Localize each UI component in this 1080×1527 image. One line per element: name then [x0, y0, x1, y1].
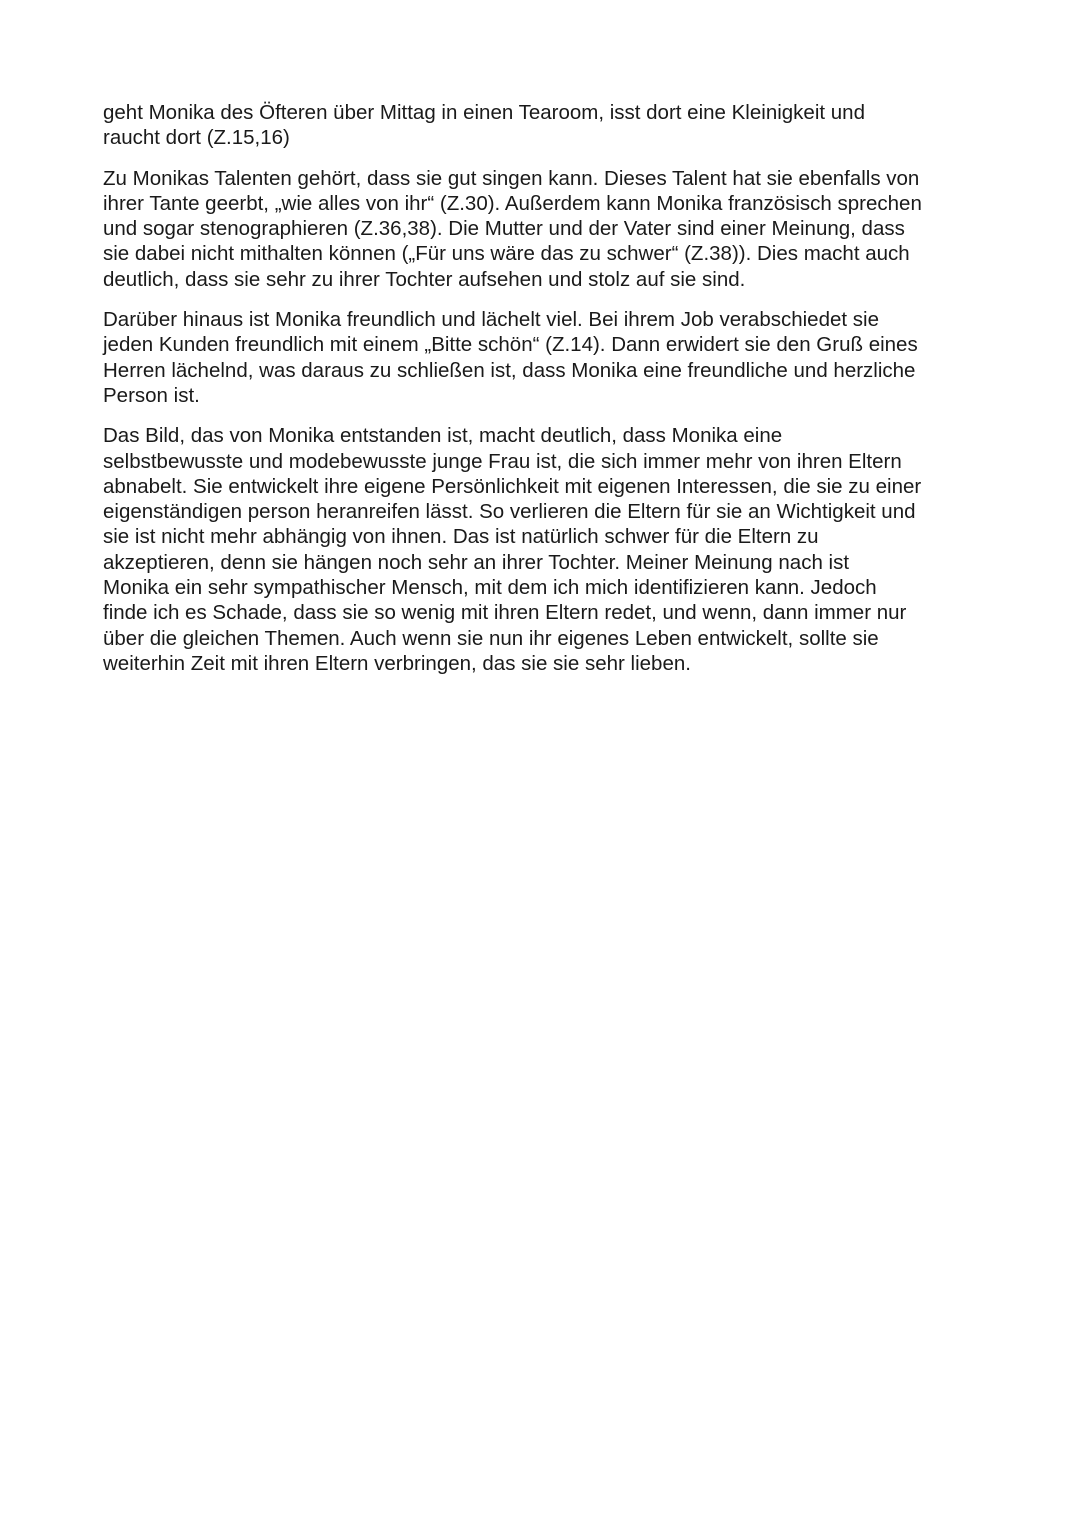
text-line: raucht dort (Z.15,16) [103, 126, 290, 150]
text-line: jeden Kunden freundlich mit einem „Bitte schön“ (Z.14). Dann erwidert sie den Gruß eines [103, 333, 918, 357]
text-line: eigenständigen person heranreifen lässt. So verlieren die Eltern für sie an Wichtigkeit und [103, 500, 916, 524]
text-line: Monika ein sehr sympathischer Mensch, mit dem ich mich identifizieren kann. Jedoch [103, 576, 877, 600]
text-line: Herren lächelnd, was daraus zu schließen ist, dass Monika eine freundliche und herzliche [103, 358, 916, 382]
text-line: deutlich, dass sie sehr zu ihrer Tochter aufsehen und stolz auf sie sind. [103, 267, 746, 291]
text-line: ihrer Tante geerbt, „wie alles von ihr“ (Z.30). Außerdem kann Monika französisch sprechen [103, 191, 922, 215]
text-line: sie ist nicht mehr abhängig von ihnen. Das ist natürlich schwer für die Eltern zu [103, 525, 819, 549]
paragraph-talents [103, 166, 983, 292]
paragraph-intro [103, 100, 983, 151]
text-line: Zu Monikas Talenten gehört, dass sie gut singen kann. Dieses Talent hat sie ebenfalls von [103, 166, 920, 190]
text-line: sie dabei nicht mithalten können („Für uns wäre das zu schwer“ (Z.38)). Dies macht auch [103, 242, 910, 266]
text-line: akzeptieren, denn sie hängen noch sehr an ihrer Tochter. Meiner Meinung nach ist [103, 550, 850, 574]
text-line: über die gleichen Themen. Auch wenn sie nun ihr eigenes Leben entwickelt, sollte sie [103, 626, 879, 650]
paragraph-friendliness [103, 307, 983, 408]
text-line: geht Monika des Öfteren über Mittag in einen Tearoom, isst dort eine Kleinigkeit und [103, 101, 865, 124]
text-line: selbstbewusste und modebewusste junge Frau ist, die sich immer mehr von ihren Eltern [103, 449, 902, 473]
text-line: Person ist. [103, 383, 200, 407]
text-line: und sogar stenographieren (Z.36,38). Die Mutter und der Vater sind einer Meinung, dass [103, 217, 905, 241]
paragraph-conclusion [103, 423, 983, 676]
document-page [103, 100, 983, 691]
text-line: finde ich es Schade, dass sie so wenig mit ihren Eltern redet, und wenn, dann immer nur [103, 601, 907, 625]
text-line: abnabelt. Sie entwickelt ihre eigene Persönlichkeit mit eigenen Interessen, die sie zu einer [103, 474, 922, 498]
text-line: Darüber hinaus ist Monika freundlich und lächelt viel. Bei ihrem Job verabschiedet sie [103, 308, 879, 332]
text-line: weiterhin Zeit mit ihren Eltern verbringen, das sie sie sehr lieben. [103, 651, 691, 675]
text-line: Das Bild, das von Monika entstanden ist, macht deutlich, dass Monika eine [103, 424, 783, 448]
